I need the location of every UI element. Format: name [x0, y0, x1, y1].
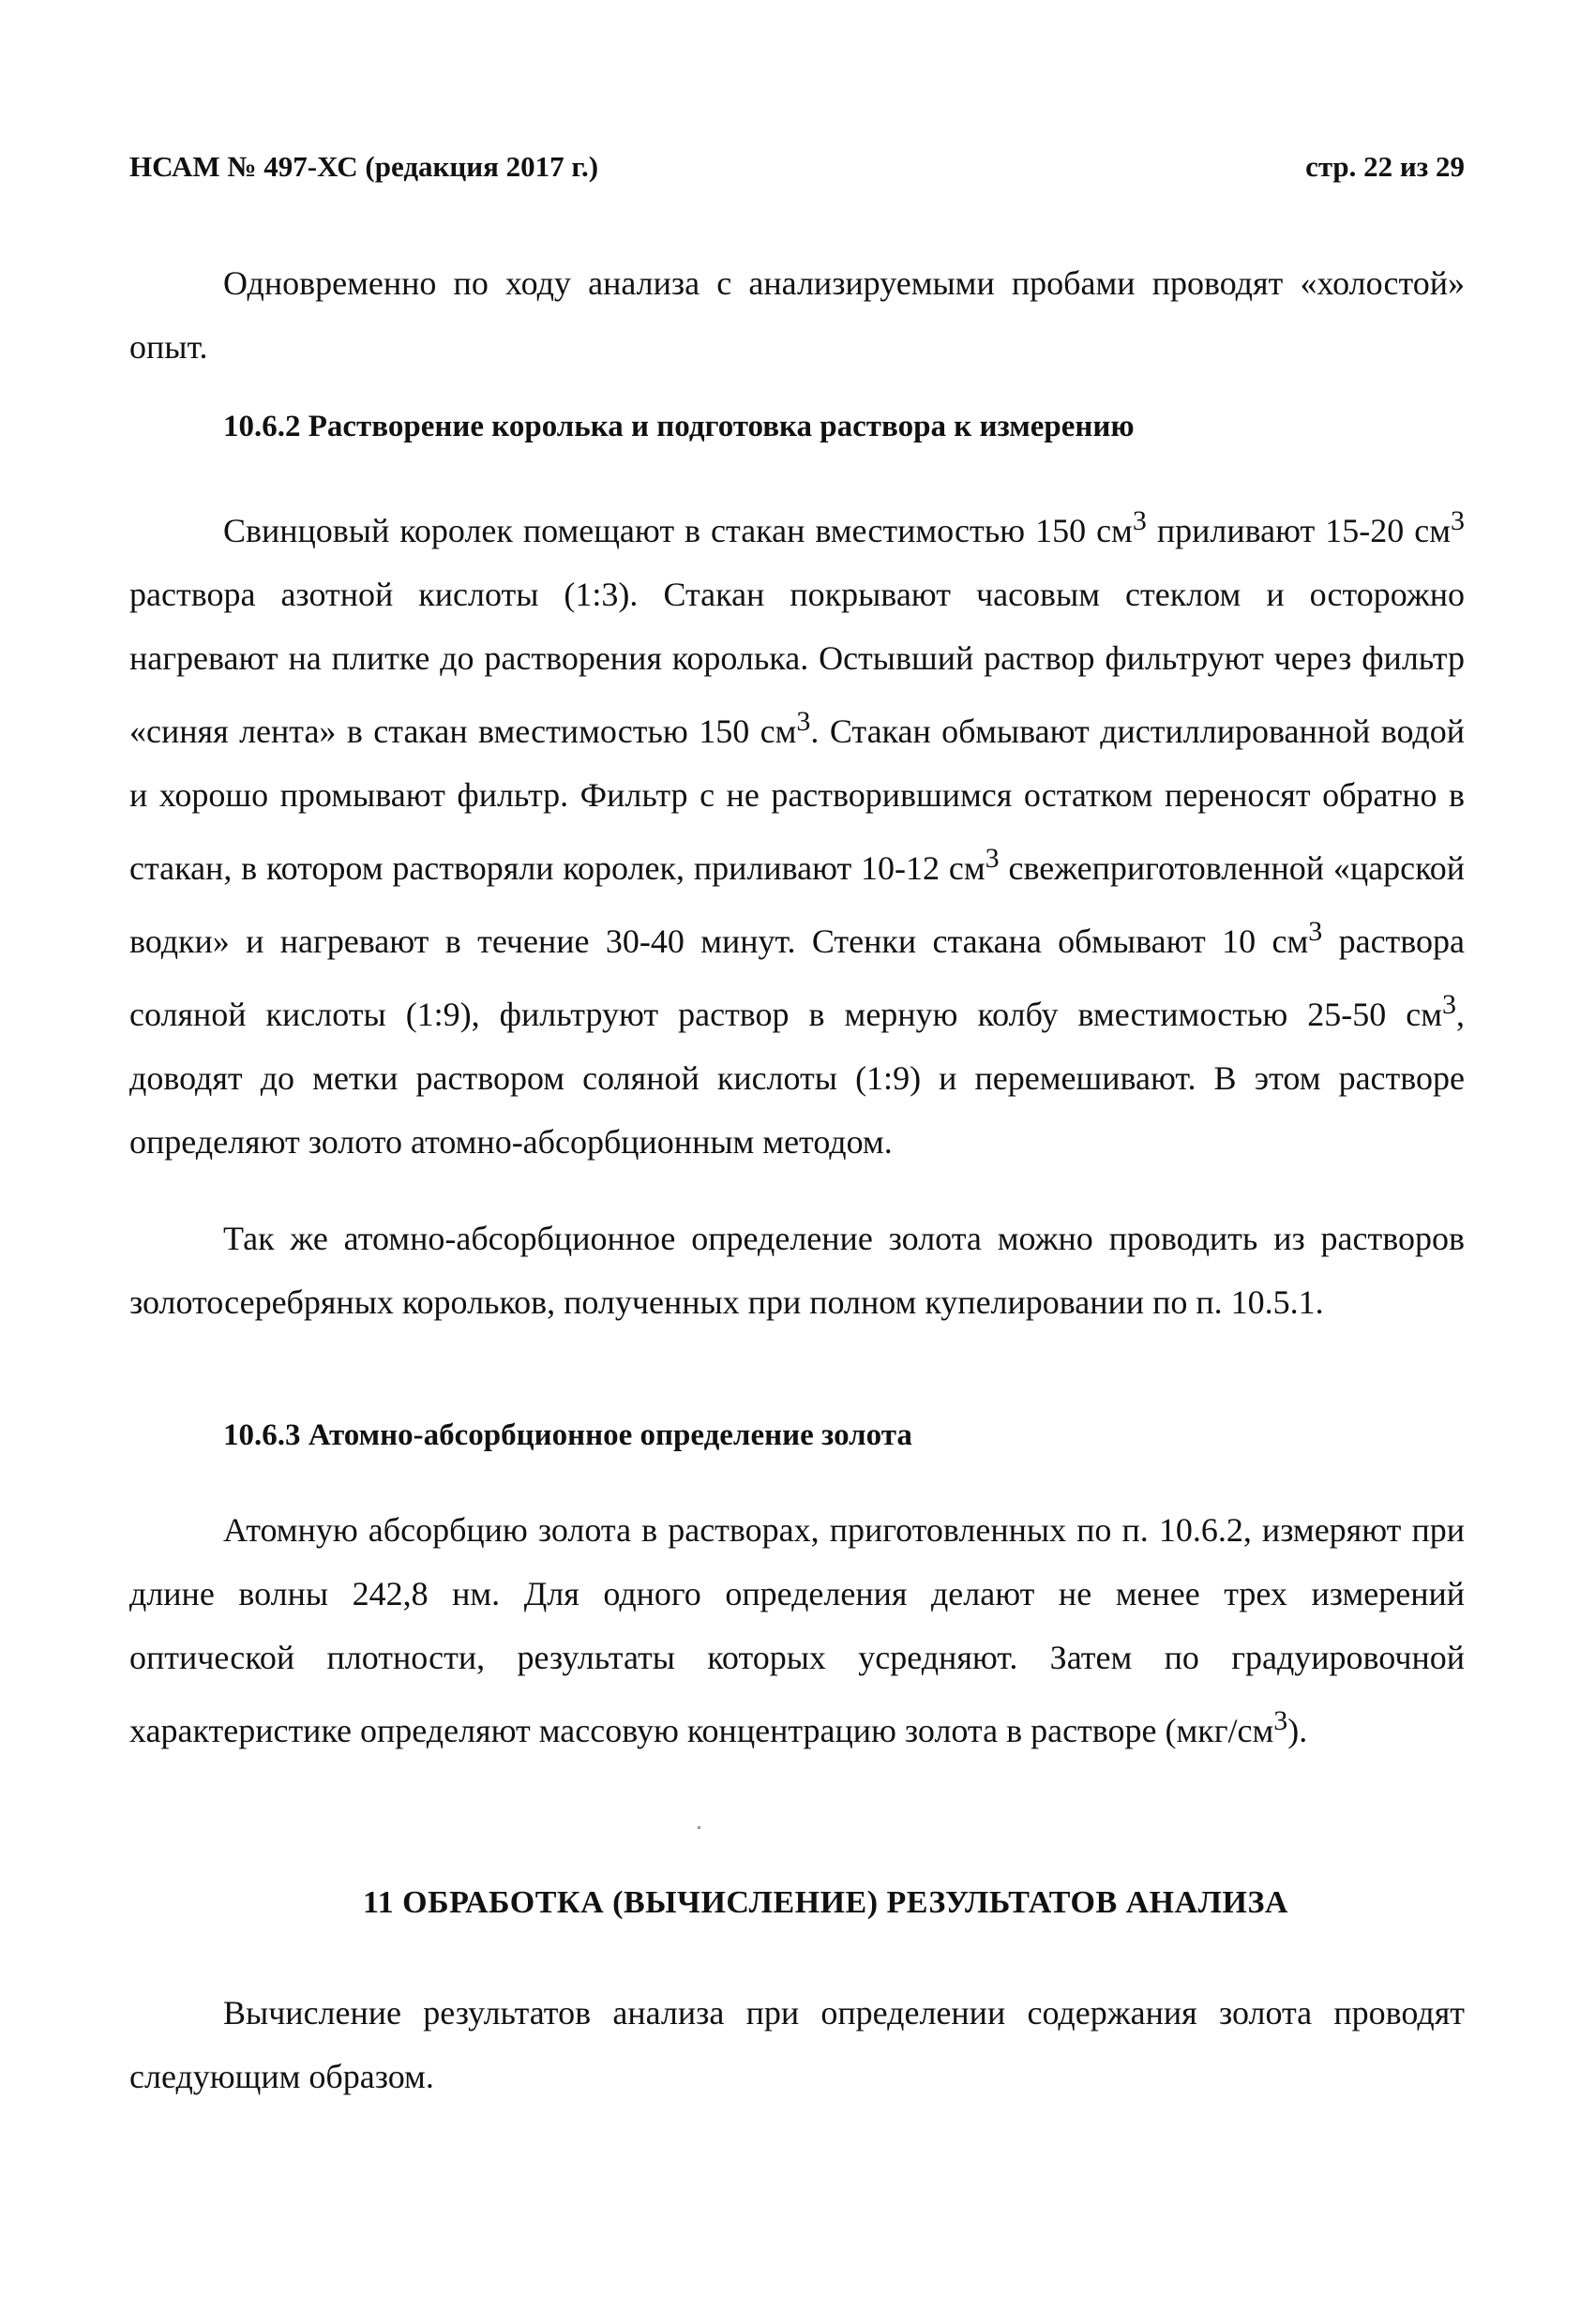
section-10-6-2-paragraph-1: Свинцовый королек помещают в стакан вместимостью 150 $см^3$ приливают 15-20 $см^3$ раствора азотной кислоты (1:3). Стакан покрывают часовым стеклом и осторожно нагревают на плитке до растворения королька. Остывший раствор фильтруют через фильтр «синяя лента» в стакан вместимостью 150 $см^3$. Стакан обмывают дистиллированной водой и хорошо промывают фильтр. Фильтр с не растворившимся остатком переносят обратно в стакан, в котором растворяли королек, приливают 10-12 $см^3$ свежеприготовленной «царской водки» и нагревают в течение 30-40 минут. Стенки стакана обмывают 10 $см^3$ раствора соляной кислоты (1:9), фильтруют раствор в мерную колбу вместимостью 25-50 $см^3$, доводят до метки раствором соляной кислоты (1:9) и перемешивают. В этом растворе определяют золото атомно-абсорбционным методом. [129, 505, 1466, 1161]
section-heading-10-6-3: 10.6.3 Атомно-абсорбционное определение золота [223, 1418, 912, 1452]
page-header [129, 150, 1465, 191]
scan-speck [698, 1826, 700, 1829]
chapter-heading-11: 11 ОБРАБОТКА (ВЫЧИСЛЕНИЕ) РЕЗУЛЬТАТОВ АНАЛИЗА [363, 1885, 1288, 1920]
chapter-11-paragraph: Вычисление результатов анализа при определении содержания золота проводят следующим образом. [129, 1994, 1465, 2095]
intro-paragraph: Одновременно по ходу анализа с анализируемыми пробами проводят «холостой» опыт. [129, 264, 1465, 366]
document-id: НСАМ № 497-ХС (редакция 2017 г.) [129, 150, 599, 183]
section-heading-10-6-2: 10.6.2 Растворение королька и подготовка раствора к измерению [223, 410, 1135, 443]
section-10-6-3-paragraph: Атомную абсорбцию золота в растворах, приготовленных по п. 10.6.2, измеряют при длине волны 242,8 нм. Для одного определения делают не менее трех измерений оптической плотности, результаты которых усредняют. Затем по градуировочной характеристике определяют массовую концентрацию золота в растворе $(мкг/см^3)$. [129, 1511, 1465, 1749]
page-number: стр. 22 из 29 [1305, 150, 1465, 183]
section-10-6-2-paragraph-2: Так же атомно-абсорбционное определение золота можно проводить из растворов золотосеребряных корольков, полученных при полном купелировании по п. 10.5.1. [129, 1220, 1465, 1321]
